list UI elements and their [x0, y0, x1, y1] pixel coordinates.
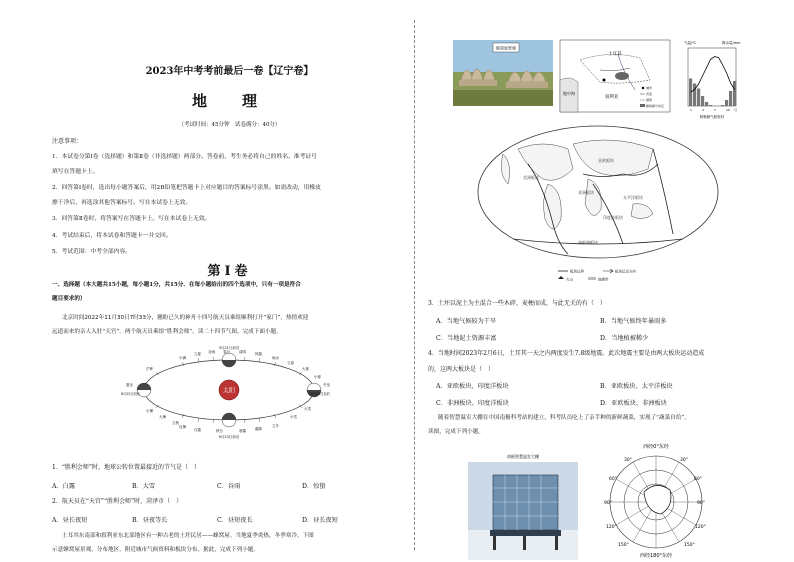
option: C．昼短夜长 — [217, 517, 253, 524]
term-label: 立冬 — [272, 424, 279, 428]
svg-text:蜂窝屋分布区: 蜂窝屋分布区 — [646, 104, 665, 108]
svg-text:150°: 150° — [684, 543, 695, 548]
option: A．当地气候较为干旱 — [436, 318, 497, 325]
note-item: 擦干净后，再选涂其他答案标号。写在本试卷上无效。 — [52, 200, 192, 206]
svg-text:河流: 河流 — [646, 92, 653, 96]
earth-spring-shadow — [222, 360, 236, 367]
term-label: 惊蛰 — [255, 352, 262, 356]
svg-text:120°: 120° — [695, 525, 706, 530]
plate-label: 美洲板块 — [523, 175, 539, 180]
earth-summer-shadow — [137, 383, 151, 390]
exam-info: （考试时间：45分钟 试卷满分：40分） — [178, 122, 281, 128]
precip-bar — [725, 100, 728, 106]
precip-bar — [701, 96, 704, 106]
option: D．惊蛰 — [302, 483, 326, 490]
note-item: 填写在答题卡上。 — [52, 169, 99, 175]
svg-text:7: 7 — [714, 108, 716, 112]
precip-bar — [709, 105, 712, 106]
question-2: 2．航天员在“天宫”“胜利会师”时，菏泽市（ ） — [52, 498, 183, 505]
plate-label: 南极洲板块 — [578, 240, 598, 245]
map-label: 叙利亚 — [605, 95, 619, 100]
greenhouse-photo — [468, 450, 578, 560]
precip-bar — [729, 91, 732, 106]
svg-text:90°: 90° — [697, 501, 705, 506]
note-item: 3．回答第Ⅱ卷时，将答案写在答题卡上。写在本试卷上无效。 — [52, 216, 211, 222]
question-4: 的，这两大板块是（ ） — [428, 366, 495, 373]
antarctica — [644, 485, 671, 514]
term-label: 处暑 — [179, 425, 186, 429]
option: D．当地植被稀少 — [600, 335, 649, 342]
term-label: 寒露 — [239, 429, 246, 433]
term-label: 小雪 — [290, 415, 297, 419]
greenhouse-caption: 南极智慧温室大棚 — [507, 454, 539, 459]
climate-caption: 阿勒颇气候资料 — [699, 115, 725, 119]
note-item: 2．回答第Ⅰ卷时，选出每小题答案后，用2B铅笔把答题卡上对应题目的答案标号涂黑。如需改动，用橡皮 — [52, 185, 321, 191]
beehive-area — [615, 72, 629, 80]
date-label: 3月21日前后 — [218, 346, 240, 350]
section-title: 第Ⅰ卷 — [207, 264, 252, 279]
plate-label: 亚欧板块 — [598, 158, 614, 163]
temp-line — [691, 57, 735, 93]
map-label: 土耳其 — [608, 52, 622, 57]
term-label: 立秋 — [172, 421, 179, 425]
svg-text:30°: 30° — [624, 458, 632, 463]
month-ticks — [690, 107, 737, 112]
precip-bar — [689, 79, 692, 107]
question-4: 4．当地时间2023年2月6日，土耳其一天之内两度发生7.8级地震。此次地震主要是由两大板块运动造成 — [428, 350, 705, 357]
precip-bar — [733, 81, 736, 106]
svg-text:板块运动方向: 板块运动方向 — [615, 269, 636, 274]
svg-text:月: 月 — [734, 108, 738, 112]
axis-label: 降水量/mm — [722, 41, 741, 45]
polar-label: 西经0°东经 — [643, 444, 669, 450]
climate-chart — [676, 38, 748, 122]
option: D．亚欧板块、非洲板块 — [600, 400, 667, 407]
term-label: 12月22日前后 — [309, 392, 330, 396]
svg-text:板块边界: 板块边界 — [570, 269, 584, 274]
option: C．非洲板块、印度洋板块 — [436, 400, 509, 407]
plate-label: 太平洋板块 — [623, 195, 643, 200]
fold-line — [414, 20, 415, 550]
plate-label: 印度洋板块 — [603, 215, 623, 220]
note-item: 5．考试范围：中考全部内容。 — [52, 249, 132, 255]
term-label: 冬至 — [323, 383, 330, 387]
region-map — [560, 40, 670, 112]
solar-terms-diagram — [121, 340, 334, 440]
option: A．亚欧板块、印度洋板块 — [436, 383, 509, 390]
exam-title: 2023年中考考前最后一卷【辽宁卷】 — [145, 66, 314, 77]
note-item: 1．本试卷分第Ⅰ卷（选择题）和第Ⅱ卷（非选择题）两部分。答卷前，考生务必将自己的姓名、准考证号 — [52, 154, 317, 160]
precip-bar — [693, 84, 696, 107]
precip-bars — [689, 79, 736, 107]
term-label: 6月22日前后 — [121, 392, 140, 396]
term-label: 雨水 — [272, 356, 279, 360]
svg-text:30°: 30° — [680, 458, 688, 463]
svg-text:地震带: 地震带 — [598, 277, 609, 282]
note-item: 4．考试结束后，将本试卷和答题卡一并交回。 — [52, 233, 172, 239]
precip-bar — [705, 102, 708, 106]
svg-text:城市: 城市 — [646, 86, 653, 90]
svg-text:120°: 120° — [606, 525, 617, 530]
passage-1: 北京时间2022年11月30日7时33分，翘盼已久的神舟十四号航天员乘组顺利打开“家门”，热情欢迎 — [62, 315, 309, 321]
option: B．昼夜等长 — [132, 517, 168, 524]
term-label: 春分 — [223, 350, 230, 354]
term-label: 小暑 — [146, 409, 153, 413]
term-label: 清明 — [239, 350, 246, 354]
passage-2: 土耳其东南部和叙利亚东北部地区有一种古老的土坯民居——蜂窝屋。当地夏季炎热，冬季寒冷，下图 — [62, 533, 314, 539]
option: C．当地泥土资源丰富 — [436, 335, 497, 342]
section-instruction: 题目要求的） — [52, 296, 86, 302]
notes-title: 注意事项： — [52, 138, 83, 145]
option: B．亚欧板块、太平洋板块 — [600, 383, 673, 390]
axis-label: 气温/℃ — [684, 41, 697, 45]
option: A．白露 — [52, 483, 76, 490]
term-label: 立春 — [287, 361, 294, 365]
term-label: 小寒 — [314, 375, 321, 379]
term-label: 大暑 — [159, 415, 166, 419]
section-instruction: 一、选择题（本大题共15小题，每小题1分，共15分．在每小题给出的四个选项中，只有一项是符合 — [52, 282, 301, 288]
precip-bar — [721, 105, 724, 106]
term-label: 霜降 — [255, 427, 262, 431]
svg-text:1: 1 — [690, 108, 692, 112]
svg-text:90°: 90° — [604, 501, 612, 506]
term-label: 大寒 — [302, 367, 309, 371]
sun-label: 太阳 — [222, 387, 236, 395]
beehive-house-photo — [453, 40, 553, 106]
term-label: 秋分 — [216, 429, 223, 433]
plate-legend — [558, 269, 636, 282]
option: A．昼长夜短 — [52, 517, 88, 524]
svg-text:60°: 60° — [694, 477, 702, 482]
option: D．昼长夜短 — [302, 517, 338, 524]
photo-label: 蜂窝屋景观 — [496, 45, 516, 51]
term-label: 谷雨 — [208, 350, 215, 354]
term-label: 白露 — [194, 428, 201, 432]
earth-autumn-shadow — [222, 413, 236, 420]
term-label: 大雪 — [304, 407, 311, 411]
term-label: 夏至 — [126, 383, 133, 387]
date-label: 9月23日前后 — [218, 435, 240, 439]
option: C．谷雨 — [217, 483, 241, 490]
term-label: 立夏 — [194, 352, 201, 356]
map-label: 地中海 — [563, 91, 575, 96]
svg-text:4: 4 — [702, 108, 704, 112]
svg-text:火山: 火山 — [566, 277, 573, 282]
svg-text:国界: 国界 — [646, 98, 653, 102]
question-3: 3．土坯以泥土为主混合一些木碎、麦梗而成，与此无关的有（ ） — [428, 300, 606, 307]
question-1: 1．“胜利会师”时，地球公转位置最接近的节气是（ ） — [52, 464, 200, 471]
option: B．大雪 — [132, 483, 156, 490]
term-label: 芒种 — [146, 367, 153, 371]
term-label: 小满 — [179, 356, 186, 360]
polar-label: 西经180°东经 — [639, 553, 673, 559]
option: B．当地气候终年暴雨多 — [600, 318, 667, 325]
world-plate-map — [473, 124, 723, 287]
svg-text:150°: 150° — [618, 543, 629, 548]
passage-3: 读图，完成下列小题。 — [428, 429, 484, 435]
passage-1: 远道而来的亲人入驻“天宫”。两个航天员乘组“胜利会师”。读二十四节气图，完成下面小题。 — [52, 329, 282, 335]
svg-text:10: 10 — [726, 108, 730, 112]
precip-bar — [697, 89, 700, 107]
subject-title: 地 理 — [191, 92, 267, 110]
passage-3: 随着智慧温室大棚在中国南极科考站的建立，科考队员吃上了亲手种的新鲜蔬菜，实现了“蔬菜自给”。 — [438, 415, 690, 421]
passage-2: 示意蜂窝屋景观、分布地区、附近城市气候资料和板块分布。据此，完成下列小题。 — [52, 547, 259, 553]
svg-text:60°: 60° — [609, 477, 617, 482]
polar-chart — [606, 440, 706, 560]
plate-label: 非洲板块 — [578, 190, 594, 195]
